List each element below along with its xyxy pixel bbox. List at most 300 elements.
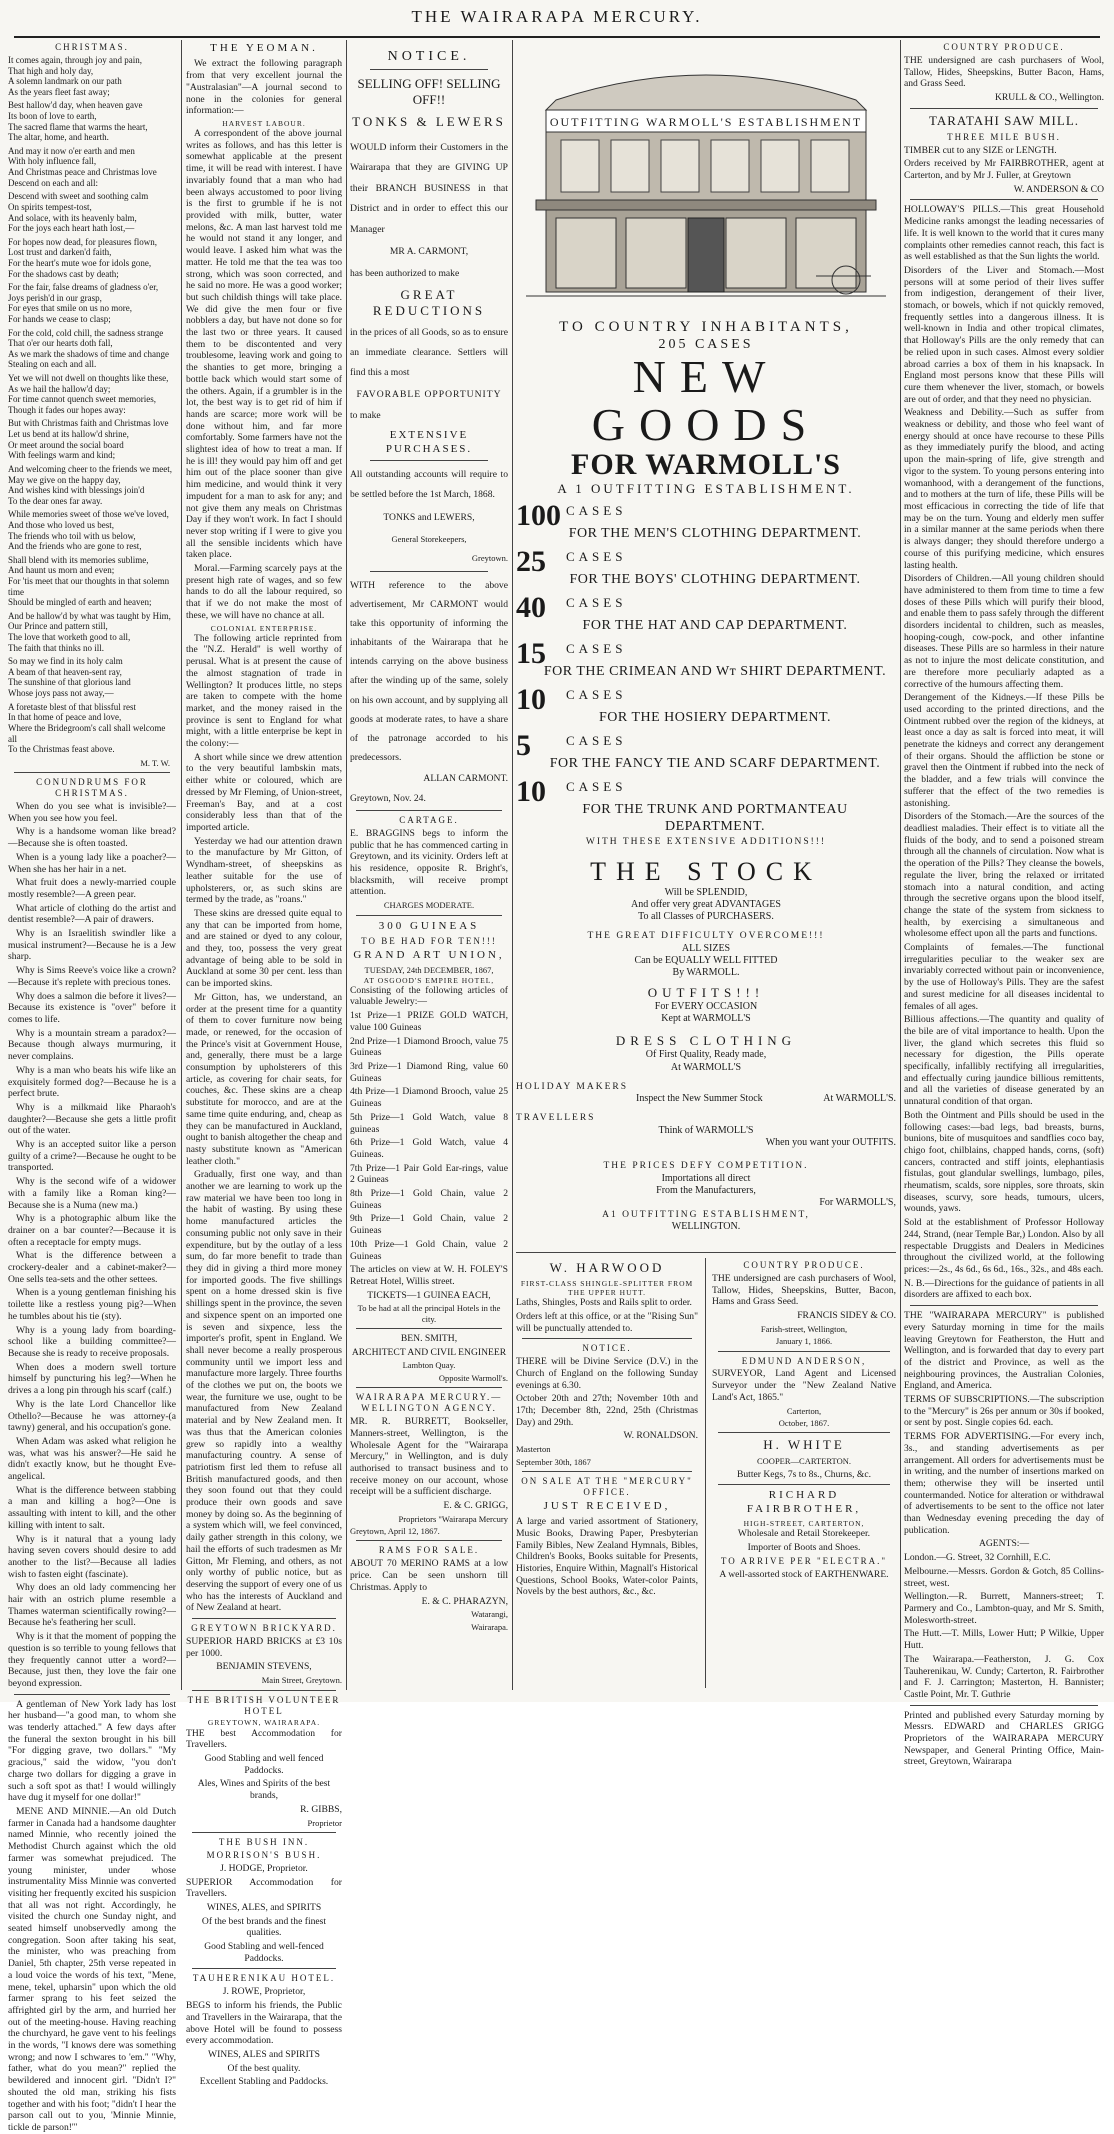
reductions-body: in the prices of all Goods, so as to ensure an immediate clearance. Settlers will find this a most — [350, 326, 508, 378]
anecdote: MENE AND MINNIE.—An old Dutch farmer in Canada had a handsome daughter named Minnie, who recently joined the Methodist Church against which the old farmer was somewhat prejudiced. The young minister, under whose instrumentality Miss Minnie was converted visiting her frequently excited his suspicion that all was not right. Accordingly, he visited the church one Sunday night, and seated himself unobservedly among the congregation. Soon after taking his seat, the minister, who was preaching from Daniel, 5th chapter, 25th verse repeated in a loud voice the words of his text, "Mene, mene, tekel, upharsin" upon which the old farmer sprang to his feet seized the affrighted girl by the arm, and hurried her out of the meeting-house. Having reaching the churchyard, he gave vent to his feelings in the words, "I knows dere was something wrong; and now I schwares to 'em." "Why, father, what do you mean?" replied the bewildered and innocent girl. "Didn't I?" shouted the old man, striking his fists together and with his foot; "didn't I hear the parson call out to you, 'Minnie Minnie, tickle de parson!'" — [8, 1806, 176, 2133]
conundrum: Why does an old lady commencing her hair with an ostrich plume resemble a Thames waterman scientifically rowing?—Because he's feathering her scull. — [8, 1582, 176, 1629]
harwood-body: Laths, Shingles, Posts and Rails split to order. — [516, 1297, 692, 1309]
poem-stanza: For the fair, false dreams of gladness o'er, Joys perish'd in our grasp, For eyes that smile on us no more, For hands we cease to clasp; — [8, 282, 159, 324]
think-of: Think of WARMOLL'S — [658, 1125, 754, 1137]
agent-item: The Wairarapa.—Featherston, J. G. Cox Tauherenikau, W. Cundy; Carterton, R. Fairbrother and F. J. Carrington; Masterton, H. Bannister; Castle Point, Mr. T. Guthrie — [904, 1653, 1104, 1700]
favorable-opportunity: FAVORABLE OPPORTUNITY — [356, 388, 502, 400]
subscription-terms: TERMS OF SUBSCRIPTIONS.—The subscription to the "Mercury" is 26s per annum or 30s if booked, or sent by post. Single copies 6d. each. — [904, 1394, 1104, 1429]
cases-word: CASES — [566, 502, 627, 518]
prize-item: 6th Prize—1 Gold Watch, value 4 Guineas. — [350, 1137, 508, 1160]
notice2-date: September 30th, 1867 — [516, 1456, 591, 1467]
additions: WITH THESE EXTENSIVE ADDITIONS!!! — [585, 836, 827, 847]
art-union-place: AT OSGOOD'S EMPIRE HOTEL, — [363, 975, 495, 985]
brickyard-address: Main Street, Greytown. — [261, 1675, 342, 1686]
poem-stanza: While memories sweet of those we've loved, And those who loved us best, The friends who toil with us below, And the friends who are gone to rest, — [8, 509, 169, 552]
notice2-body: THERE will be Divine Service (D.V.) in the Church of England on the following Sunday evenings at 6.30. — [516, 1356, 698, 1391]
ref-date: Greytown, Nov. 24. — [350, 792, 426, 804]
guineas-title: 300 GUINEAS — [378, 919, 480, 932]
hotel-body: THE best Accommodation for Travellers. — [186, 1727, 342, 1751]
kept-at: Kept at WARMOLL'S — [661, 1013, 751, 1025]
difficulty: THE GREAT DIFFICULTY OVERCOME!!! — [587, 931, 825, 942]
conundrum: What article of clothing do the artist and dentist resemble?—A pair of drawers. — [8, 902, 176, 926]
tauh-body4: Excellent Stabling and Paddocks. — [199, 2076, 329, 2088]
equally-fitted: Can be EQUALLY WELL FITTED — [634, 954, 778, 966]
conundrum: Why is a young lady from boarding-school like a building committee?—Because she is ready to receive proposals. — [8, 1324, 176, 1359]
poem-stanza: It comes again, through joy and pain, That high and holy day, A solemn landmark on our path As the years fleet fast away; — [8, 54, 142, 97]
poem-stanza: But with Christmas faith and Christmas love Let us bend at its hallow'd shrine, Or meet around the social board With feelings warm and kind; — [8, 418, 169, 461]
to-country-inhabitants: TO COUNTRY INHABITANTS, — [559, 318, 853, 335]
white-body: Butter Kegs, 7s to 8s., Churns, &c. — [736, 1468, 872, 1480]
article-paragraph: The following article reprinted from the "N.Z. Herald" is well worthy of perusal. What is at present the cause of the almost stagnation of trade in Wellington? It produces little, no steps are taken to compete with the home market, and the money raised in the province is sent to England for what might, with a little enterprise be kept in the colony:— — [186, 632, 342, 750]
bush-inn-ad — [186, 1837, 342, 1965]
article-paragraph: Yesterday we had our attention drawn to the manufacture by Mr Gitton, of Wyndham-street, of sheepskins as leather suitable for the use of upholsterers, or, as such skins are termed by the trade, as "roans." — [186, 835, 342, 906]
travellers: TRAVELLERS — [516, 1113, 596, 1124]
holiday-makers: HOLIDAY MAKERS — [516, 1081, 629, 1092]
notice2-body2: October 20th and 27th; November 10th and 17th; December 8th, 22nd, 25th (Christmas Day) and 29th. — [516, 1393, 698, 1428]
section-rule — [910, 1705, 1098, 1706]
holloway-paragraph: Billious affections.—The quantity and quality of the bile are of vital importance to health. Upon the liver, the gland which secretes this fluid so necessary for digestion, the Pills operate specifically, infallibly rectifying all irregularities, and effectually curing jaundice billious remittents, and all the varieties of disease generated by an unnatural condition of that organ. — [904, 1014, 1104, 1108]
ref-name: ALLAN CARMONT. — [423, 773, 508, 785]
section-rule — [522, 1471, 692, 1472]
conundrum: Why is it natural that a young lady having seven covers should desire to add another to the list?—Because all ladies wish to fasten eight (fascinate). — [8, 1533, 176, 1580]
article-paragraph: Mr Gitton, has, we understand, an order at the present time for a quantity of them to cover furniture now being made, or renewed, for the occasion of the Prince's visit at Government House, and, generally, there must be a large consumption by upholsterers of this article, as covering for chair seats, for couches, &c. These skins are a cheap substitute for morocco, and are at the same time quite enduring, and, cheap as they can be manufactured in Auckland, ought to banish altogether the cheap and nasty substitute known as "American leather cloth." — [186, 991, 342, 1167]
column-divider — [512, 40, 513, 1690]
prize-item: 10th Prize—1 Gold Chain, value 2 Guineas — [350, 1238, 508, 1262]
tickets-sub: To be had at all the principal Hotels in the city. — [357, 1303, 501, 1324]
harwood-sub: FIRST-CLASS SHINGLE-SPLITTER FROM THE UPPER HUTT. — [520, 1278, 694, 1297]
section-rule — [192, 1832, 336, 1833]
great-reductions: GREAT REDUCTIONS — [372, 286, 486, 318]
white-title: H. WHITE — [763, 1437, 845, 1453]
department-name: FOR THE MEN'S CLOTHING DEPARTMENT. — [568, 525, 862, 541]
importations: Importations all direct — [661, 1172, 751, 1184]
smith-name: BEN. SMITH, — [400, 1333, 458, 1345]
harwood-title: W. HARWOOD — [549, 1260, 665, 1275]
column-notices — [350, 40, 508, 1690]
conundrum: When does a modern swell torture himself by puncturing his leg?—When he drives a a long pin through his scarf (calf.) — [8, 1361, 176, 1397]
selling-off: SELLING OFF! SELLING OFF!! — [357, 76, 501, 107]
cases-word: CASES — [566, 640, 627, 656]
conundrum: What is the difference between stabbing a man and killing a hog?—One is assaulting with intent to kill, and the other killing with intent to salt. — [8, 1484, 176, 1531]
sawmill-sub: THREE MILE BUSH. — [947, 131, 1061, 142]
first-quality: Of First Quality, Ready made, — [645, 1049, 767, 1061]
accounts-note: All outstanding accounts will require to be settled before the 1st March, 1868. — [350, 469, 508, 501]
advertising-terms: TERMS FOR ADVERTISING.—For every inch, 3s., and standing advertisements as per arrangement. All orders for advertisements must be in writing, and the number of insertions marked on them; otherwise they will be inserted until countermanded. Notice for alteration or withdrawal of advertisements to be sent to the office not later than Wednesday evening preceding the day of publication. — [904, 1431, 1104, 1536]
department-item — [516, 728, 896, 777]
bush-inn-body3: Of the best brands and the finest qualities. — [201, 1915, 327, 1939]
authorized-text: has been authorized to make — [350, 267, 460, 279]
bush-inn-body4: Good Stabling and well-fenced Paddocks. — [204, 1941, 324, 1964]
tickets: TICKETS—1 GUINEA EACH, — [367, 1289, 491, 1301]
all-classes: To all Classes of PURCHASERS. — [638, 910, 774, 922]
christmas-poem — [8, 55, 176, 755]
section-rule — [910, 108, 1098, 109]
section-rule — [370, 460, 488, 461]
case-count: 205 CASES — [658, 337, 754, 352]
inspect-row — [516, 1093, 896, 1105]
manager-name: MR A. CARMONT, — [389, 246, 469, 258]
poem-stanza: For the cold, cold chill, the sadness strange That o'er our hearts doth fall, As we mark the shadows of time and change Stealing on each and all. — [8, 327, 169, 370]
section-rule — [370, 69, 488, 70]
fairbrother-role: Wholesale and Retail Storekeeper. — [737, 1528, 871, 1540]
shop-sign: OUTFITTING WARMOLL'S ESTABLISHMENT — [549, 115, 863, 129]
hotel-role: Proprietor — [307, 1817, 342, 1828]
anecdotes — [8, 1699, 176, 2134]
volunteer-hotel-ad — [186, 1695, 342, 1828]
department-item — [516, 544, 896, 593]
section-rule — [910, 199, 1098, 200]
conundrums-list — [8, 801, 176, 1690]
department-item — [516, 636, 896, 685]
conundrum: Why is a man who beats his wife like an exquisitely formed dog?—Because he is a perfect brute. — [8, 1064, 176, 1100]
department-name: FOR THE HOSIERY DEPARTMENT. — [598, 709, 832, 725]
hotel-proprietor: R. GIBBS, — [300, 1803, 342, 1815]
department-item — [516, 498, 896, 547]
conundrum: Why is an accepted suitor like a person guilty of a crime?—Because he ought to be transported. — [8, 1139, 176, 1174]
case-number: 100 — [516, 498, 561, 532]
colonial-enterprise-body — [186, 633, 342, 1614]
prize-list — [350, 1010, 508, 1262]
cases-word: CASES — [566, 686, 627, 702]
section-rule — [356, 810, 502, 811]
holloway-paragraph: Derangement of the Kidneys.—If these Pills be used according to the printed directions, and the Ointment rubbed over the region of the kidneys, at least once a day as salt is forced into meat, it will penetrate the kidneys and correct any derangement of their organs. Should the affliction be stone or gravel then the Ointment if rubbed into the neck of the bladder, and a few trials will convince the sufferer that the effect of the two remedies is astonishing. — [904, 692, 1104, 809]
art-union-view: The articles on view at W. H. FOLEY'S Retreat Hotel, Willis street. — [350, 1264, 508, 1287]
yeoman-intro: We extract the following paragraph from that very excellent journal the "Australasian"—A journal second to none in the colonies for general information:— — [186, 58, 342, 117]
poem-stanza: A foretaste blest of that blissful rest In that home of peace and love, Where the Bridegroom's call shall welcome all To the Christmas feast above. — [8, 701, 166, 755]
sawmill-body: TIMBER cut to any SIZE or LENGTH. — [904, 144, 1057, 156]
notice2-place: Masterton — [516, 1444, 551, 1455]
poem-stanza: Descend with sweet and soothing calm On spirits tempest-tost, And solace, with its heavenly balm, For the joys each heart hath lost,— — [8, 191, 149, 234]
agents-title: AGENTS:— — [978, 1538, 1030, 1550]
warmoll-advertisement — [516, 40, 896, 1250]
department-name: FOR THE FANCY TIE AND SCARF DEPARTMENT. — [549, 755, 881, 771]
notice2-title: NOTICE. — [582, 1343, 632, 1354]
conundrum: Why is Sims Reeve's voice like a crown?—Because it's replete with precious tones. — [8, 965, 176, 988]
section-rule — [370, 571, 488, 572]
arrive-title: TO ARRIVE PER "ELECTRA." — [720, 1555, 888, 1566]
department-name: FOR THE HAT AND CAP DEPARTMENT. — [582, 617, 848, 633]
holloway-paragraph: Disorders of Children.—All young children should have administered to them from time to time a few doses of these Pills which will purify their blood, and enable them to pass safely through the different disorders incidental to children, such as measles, hooping-cough, cow-pock, and other infantine diseases. These Pills are so harmless in their nature as not to injure the most delicate constitution, and are therefore more peculiarly adapted as a corrective of the humours affecting them. — [904, 573, 1104, 690]
department-name: FOR THE TRUNK AND PORTMANTEAU DEPARTMENT. — [582, 801, 848, 835]
tonks-lewers-title: TONKS & LEWERS — [352, 113, 506, 129]
arrive-body: A well-assorted stock of EARTHENWARE. — [719, 1568, 889, 1580]
splendid: Will be SPLENDID, — [664, 886, 748, 898]
agency-body: MR. R. BURRETT, Bookseller, Manners-street, Wellington, is the Wholesale Agent for the "Wairarapa Mercury," in Wellington, and is duly authorised to transact business and to receive money on our account, whose receipt will be a sufficient discharge. — [350, 1416, 508, 1498]
cartage-title: CARTAGE. — [399, 814, 459, 825]
cases-word: CASES — [566, 548, 627, 564]
extensive-purchases: EXTENSIVE PURCHASES. — [385, 429, 473, 455]
brickyard-name: BENJAMIN STEVENS, — [216, 1661, 312, 1673]
anderson-body: SURVEYOR, Land Agent and Licensed Surveyor under the "New Zealand Native Land's Act, 1865." — [712, 1368, 896, 1403]
printed-by: Printed and published every Saturday morning by Messrs. EDWARD and CHARLES GRIGG Proprietors of the WAIRARAPA MERCURY Newspaper, and General Printing Office, Main-street, Greytown, Wairarapa — [904, 1709, 1104, 1768]
rams-name: E. & C. PHARAZYN, — [421, 1595, 508, 1607]
conundrum: When is a young gentleman finishing his toilette like a restless young pig?—When he tumbles about his tie (sty). — [8, 1287, 176, 1322]
conundrum: Why is an Israelitish swindler like a musical instrument?—Because he is a Jew sharp. — [8, 928, 176, 963]
harvest-labour-body — [186, 128, 342, 622]
case-number: 40 — [516, 590, 546, 624]
anecdote: A gentleman of New York lady has lost her husband—"a good man, to whom she was tenderly attached." A few days after the funeral the sexton brought in his bill "For digging grave, two dollars." "My gracious," said the widow, "you don't charge two dollars for digging a grave in such a soft spot as that! I would willingly have dug it myself for one dollar!" — [8, 1698, 176, 1804]
section-rule — [356, 1540, 502, 1541]
produce-body: THE undersigned are cash purchasers of Wool, Tallow, Hides, Sheepskins, Butter Bacon, Hams, and Grass Seed. — [904, 54, 1104, 90]
conundrum: When do you see what is invisible?—When you see how you feel. — [8, 801, 176, 824]
colonial-enterprise-heading: COLONIAL ENTERPRISE. — [210, 623, 318, 633]
conundrum: Why is it that the moment of popping the question is so terrible to young fellows that they frequently cannot utter a word?—Because, just then, they love the fair one beyond expression. — [8, 1631, 176, 1689]
produce2-name: FRANCIS SIDEY & CO. — [797, 1310, 896, 1322]
section-rule — [718, 1484, 890, 1485]
on-sale: ON SALE AT THE "MERCURY" OFFICE. — [521, 1475, 693, 1497]
department-name: FOR THE CRIMEAN AND Wт SHIRT DEPARTMENT. — [543, 663, 887, 679]
prize-item: 4th Prize—1 Diamond Brooch, value 25 Guineas — [350, 1086, 508, 1110]
column-christmas — [8, 40, 176, 2133]
cases-word: CASES — [566, 778, 627, 794]
produce2-body: THE undersigned are cash purchasers of Wool, Tallow, Hides, Sheepskins, Butter, Bacon, Hams and Grass Seed. — [712, 1272, 896, 1308]
dress-clothing: DRESS CLOTHING — [615, 1033, 797, 1049]
for-warmolls-2: For WARMOLL'S, — [819, 1197, 896, 1209]
conundrum: When Adam was asked what religion he was, what was his answer?—He said he didn't exactly know, but he thought Eve-angelical. — [8, 1435, 176, 1483]
fairbrother-title: RICHARD FAIRBROTHER, — [746, 1489, 862, 1515]
article-paragraph: Gradually, first one way, and than another we are learning to work up the raw material we have been too long in the habit of wasting. By using these home manufactured articles the consuming public not only save in their expenditure, but by the outlay of a less sum, do far more benefit to trade than they did in giving a third more money for imported goods. The five shillings spent on a home dressed skin is five shillings spent in the province, the seven and sixpence spent on an imported one is seven and sixpence, less the importer's profit, spent in England. We shall never become a really prosperous community until we import less and manufacture more largely. Three fourths of the clothes we put on, the boots we wear, the furniture we use, ought to be manufactured from New Zealand material and by New Zealand men. It was thus that the American colonies grew so rapidly into a wealthy manufacturing country. A sense of patriotism first led them to refuse all British manufactured goods, and then they soon found out that they could produce their own goods and save money by doing so. As the beginning of a system which will, we feel convinced, daily gather strength in this colony, we hail the efforts of such tradesmen as Mr Gitton, Mr Fleming, and others, as not only worthy of public notice, but as deserving the support of every one of us who has the interests of Auckland and of New Zealand at heart. — [186, 1169, 342, 1614]
produce2-title: COUNTRY PRODUCE. — [743, 1260, 865, 1270]
the-stock: THE STOCK — [590, 856, 822, 886]
a1-establishment: A1 OUTFITTING ESTABLISHMENT, — [602, 1209, 810, 1220]
agency-date: Greytown, April 12, 1867. — [350, 1526, 440, 1537]
smith-opposite: Opposite Warmoll's. — [438, 1372, 508, 1383]
holloway-paragraph: Complaints of females.—The functional irregularities peculiar to the weaker sex are invariably corrected without pain or inconvenience, by the use of Holloway's Pills. They are the safest and surest medicine for all diseases incidental to females of all ages. — [904, 942, 1104, 1012]
conundrum: Why does a salmon die before it lives?—Because its existence is "over" before it comes to life. — [8, 990, 176, 1025]
agency-role: Proprietors "Wairarapa Mercury — [398, 1513, 508, 1524]
tl-place: Greytown. — [471, 552, 508, 563]
mercury-notice: THE "WAIRARAPA MERCURY" is published every Saturday morning in time for the mails leaving Greytown for Featherston, the Hutt and Wellington, and is forwarded that day to every part of the district and Province, as well as the neighbouring provinces, the Australian Colonies, England, and America. — [904, 1310, 1104, 1392]
rams-body: ABOUT 70 MERINO RAMS at a low price. Can be seen unshorn till Christmas. Apply to — [350, 1558, 508, 1593]
conundrum: What fruit does a newly-married couple mostly resemble?—A green pear. — [8, 877, 176, 900]
tonks-body: WOULD inform their Customers in the Wairarapa that they are GIVING UP their BRANCH BUSINESS in that District and in order to effect this our Manager — [350, 141, 508, 235]
outfitting-establishment: A 1 OUTFITTING ESTABLISHMENT. — [557, 481, 855, 497]
tauherenikau-hotel-ad — [186, 1973, 342, 2088]
shop-illustration — [516, 40, 896, 308]
tauh-body: BEGS to inform his friends, the Public and Travellers in the Wairarapa, that the above Hotel will be found to possess every accommodation. — [186, 2000, 342, 2047]
conundrum: Why is a milkmaid like Pharaoh's daughter?—Because she gets a little profit out of the water. — [8, 1101, 176, 1137]
column-divider — [181, 40, 182, 1690]
section-rule — [522, 1338, 692, 1339]
produce-title: COUNTRY PRODUCE. — [943, 42, 1065, 52]
fairbrother-imp: Importer of Boots and Shoes. — [747, 1541, 861, 1553]
section-rule — [14, 1694, 170, 1695]
prize-item: 1st Prize—1 PRIZE GOLD WATCH, value 100 Guineas — [350, 1010, 508, 1033]
poem-stanza: Best hallow'd day, when heaven gave Its boon of love to earth, The sacred flame that warms the heart, The altar, home, and hearth. — [8, 100, 148, 143]
bush-inn-body2: WINES, ALES, and SPIRITS — [206, 1901, 322, 1913]
article-paragraph: A short while since we drew attention to the very beautiful lambskin mats, either white or coloured, which are dressed by Mr Fleming, of Union-street, Freeman's Bay, and at a cost considerably less than that of the imported article. — [186, 751, 342, 833]
from-manufacturers: From the Manufacturers, — [656, 1185, 756, 1197]
hotel-title: THE BRITISH VOLUNTEER HOTEL — [187, 1694, 341, 1716]
hotel-subtitle: GREYTOWN, WAIRARAPA. — [207, 1718, 321, 1728]
brickyard-body: SUPERIOR HARD BRICKS at £3 10s per 1000. — [186, 1636, 342, 1659]
tl-name: TONKS and LEWERS, — [383, 512, 475, 524]
prize-item: 8th Prize—1 Gold Chain, value 2 Guineas — [350, 1188, 508, 1211]
holloway-paragraph: Sold at the establishment of Professor Holloway 244, Strand, (near Temple Bar,) London. Also by all respectable Druggists and Dealers in Medicines throughout the civilized world, at the following prices:—2s., 4s 6d., 6s 6d., 16s., 32s., and 48s each. — [904, 1217, 1104, 1275]
prize-item: 9th Prize—1 Gold Chain, value 2 Guineas — [350, 1213, 508, 1237]
poem-signature: M. T. W. — [140, 757, 170, 768]
harvest-labour-heading: HARVEST LABOUR. — [222, 118, 306, 128]
bush-inn-proprietor: J. HODGE, Proprietor. — [220, 1862, 308, 1874]
advantages: And offer very great ADVANTAGES — [631, 898, 781, 910]
at-warmolls: At WARMOLL'S — [670, 1061, 742, 1073]
brickyard-title: GREYTOWN BRICKYARD. — [191, 1623, 337, 1634]
by-warmoll: By WARMOLL. — [672, 967, 740, 979]
column-holloway — [904, 40, 1104, 1768]
conundrum: What is the difference between a crockery-dealer and a cabinet-maker?—One sells tea-sets and the other settees. — [8, 1250, 176, 1285]
column-produce — [712, 1258, 896, 1688]
agent-item: Melbourne.—Messrs. Gordon & Gotch, 85 Collins-street, west. — [904, 1565, 1104, 1589]
guineas-sub: TO BE HAD FOR TEN!!! — [361, 935, 497, 946]
bush-inn-subtitle: MORRISON'S BUSH. — [206, 1849, 322, 1860]
section-rule — [718, 1351, 890, 1352]
prize-item: 3rd Prize—1 Diamond Ring, value 60 Guineas — [350, 1061, 508, 1084]
agent-item: London.—G. Street, 32 Cornhill, E.C. — [904, 1552, 1051, 1564]
for-warmolls: FOR WARMOLL'S — [571, 448, 841, 482]
holloway-paragraph: HOLLOWAY'S PILLS.—This great Household Medicine ranks amongst the leading necessaries of life. It is well known to the world that it cures many complaints other remedies cannot reach, this fact is as well established as that the Sun lights the world. — [904, 204, 1104, 263]
column-yeoman — [186, 40, 342, 2088]
cases-word: CASES — [566, 732, 627, 748]
rams-title: RAMS FOR SALE. — [378, 1545, 480, 1556]
department-item — [516, 774, 896, 835]
hotel-body2: Good Stabling and well fenced Paddocks. — [204, 1753, 324, 1776]
agency-title: WAIRARAPA MERCURY.—WELLINGTON AGENCY. — [355, 1392, 503, 1414]
holloway-paragraph: Disorders of the Stomach.—Are the sources of the deadliest maladies. Their effect is to vitiate all the fluids of the body, and to send a poisoned stream through all the channels of circulation. Now what is the operation of the Pills? They cleanse the bowels, regulate the liver, bring the relaxed or irritated stomach into a natural condition, and acting through the secretive organs upon the blood itself, change the state of the system from sickness to health, by exercising a simultaneous and wholesome effect upon all the parts and functions. — [904, 811, 1104, 940]
when-outfits: When you want your OUTFITS. — [765, 1137, 896, 1149]
wellington: WELLINGTON. — [671, 1221, 741, 1233]
section-rule — [192, 1690, 336, 1691]
just-received: JUST RECEIVED, — [543, 1499, 671, 1512]
section-rule — [356, 1328, 502, 1329]
poem-stanza: So may we find in its holy calm A beam of that heaven-sent ray, The sunshine of that glorious land Whose joys pass not away,— — [8, 656, 131, 699]
yeoman-title: THE YEOMAN. — [210, 42, 318, 54]
holloway-paragraph: Weakness and Debility.—Such as suffer from weakness or debility, and those who feel want of energy should at once have recourse to these Pills as they immediately purify the blood, and acting upon the main-spring of life, give strength and vigor to the system. To young persons entering into womanhood, with a derangement of the functions, and to mothers at the turn of life, these Pills will be most efficacious in correcting the tide of life that may be on the turn. Young and elderly men suffer in a similar manner at the same periods when there is always danger; they should therefore undergo a course of this purifying medicine, which ensures lasting health. — [904, 407, 1104, 571]
hotel-body3: Ales, Wines and Spirits of the best brands, — [197, 1778, 331, 1802]
section-rule — [516, 1252, 896, 1253]
at-warmolls-2: At WARMOLL'S. — [823, 1093, 896, 1105]
case-number: 15 — [516, 636, 546, 670]
anderson-place: Carterton, — [786, 1405, 822, 1416]
article-paragraph: Moral.—Farming scarcely pays at the present high rate of wages, and so few hands to do all the labour required, so that if we do not make the most of these, we will have no chance at all. — [186, 563, 342, 621]
section-rule — [910, 1305, 1098, 1306]
sawmill-title: TARATAHI SAW MILL. — [928, 112, 1080, 128]
section-rule — [718, 1432, 890, 1433]
department-item — [516, 590, 896, 639]
outfits: OUTFITS!!! — [647, 985, 765, 1001]
tl-role: General Storekeepers, — [391, 533, 467, 544]
case-number: 10 — [516, 774, 546, 808]
notice-title: NOTICE. — [387, 49, 471, 64]
newspaper-title: THE WAIRARAPA MERCURY. — [411, 7, 703, 26]
every-occasion: For EVERY OCCASION — [654, 1001, 758, 1013]
bush-inn-title: THE BUSH INN. — [218, 1836, 310, 1847]
section-rule — [356, 1387, 502, 1388]
rams-place: Watarangi, — [471, 1609, 508, 1620]
case-number: 5 — [516, 728, 531, 762]
section-rule — [192, 1618, 336, 1619]
poem-title: CHRISTMAS. — [55, 42, 129, 52]
poem-stanza: For hopes now dead, for pleasures flown, Lost trust and darken'd faith, For the heart's mute woe for idols gone, For the shadows cast by death; — [8, 236, 157, 279]
tauh-body2: WINES, ALES and SPIRITS — [208, 2048, 320, 2060]
rams-place2: Wairarapa. — [471, 1621, 508, 1632]
received-body: A large and varied assortment of Stationery, Music Books, Drawing Paper, Presbyterian Family Bibles, New Zealand Hymnals, Bibles, Children's Books, Books suitable for Presents, Histories, Enquire Within, Magnall's Historical Questions, School Books, Water-color Paints, Novels by the best authors, &c., &c. — [516, 1516, 698, 1598]
article-paragraph: A correspondent of the above journal writes as follows, and has this letter is somewhat applicable at the present time, it will be read with interest. I have invariably found that a man who had been always accustomed to poor living is the first to grumble if he is not provided with milk, butter, water melons, &c. A man last harvest told me he would not stand it any longer, and would leave. I asked him what was the matter. He told me that the tea was too strong, which was soon corrected, and he said no more. He was a good worker; but such childish things will take place. We did give the men four or five nobblers a day, but have not done so for the last two or three years. It caused them to be discontented and very troublesome, leaving work and going to the shanties to get more, bringing a bottle back which would start some of the others. Again, if a grumbler is in the lot, the best way is to get rid of him if hands are scarce; more work will be done without him, and far more comfortably. Some farmers have not the slightest idea of how to treat a man. If he is ill! they would pay him off and get him out of the place sooner than give him medicine, and would think it very impudent for a man to ask for any; and not give them any meals on Christmas Day if they won't work. In fact I should never stop writing if I were to give you all the sensible incidents which have taken place. — [186, 128, 342, 561]
agent-item: The Hutt.—T. Mills, Lower Hutt; P Wilkie, Upper Hutt. — [904, 1628, 1104, 1652]
tauh-body3: Of the best quality. — [227, 2062, 301, 2074]
reference-body: WITH reference to the above advertisement, Mr CARMONT would take this opportunity of informing the inhabitants of the Wairarapa that he intends carrying on the above business after the winding up of the same, solely on his own account, and by supplying all goods at moderate rates, to have a share of the patronage accorded to his predecessors. — [350, 579, 508, 764]
case-number: 10 — [516, 682, 546, 716]
sawmill-name: W. ANDERSON & CO — [1013, 183, 1104, 195]
white-role: COOPER—CARTERTON. — [757, 1456, 851, 1467]
cartage-body: E. BRAGGINS begs to inform the public that he has commenced carting in Greytown, and its vicinity. Orders left at his residence, opposite R. Bright's, blacksmith, will receive prompt attention. — [350, 827, 508, 898]
column-divider — [900, 40, 901, 1690]
prize-item: 5th Prize—1 Gold Watch, value 8 guineas — [350, 1111, 508, 1135]
conundrum: Why is the second wife of a widower with a family like a Roman king?—Because she is a Numa (new ma.) — [8, 1176, 176, 1211]
all-sizes: ALL SIZES — [681, 942, 731, 954]
conundrum: When is a young lady like a poacher?—When she has her hair in a net. — [8, 851, 176, 875]
new-goods: NEW GOODS — [591, 351, 821, 451]
conundrum: Why is a photographic album like the drainer on a bar counter?—Because it is often a receptacle for empty mugs. — [8, 1213, 176, 1248]
produce2-place: Farish-street, Wellington, — [760, 1323, 848, 1334]
agency-name: E. & C. GRIGG, — [443, 1500, 508, 1512]
case-number: 25 — [516, 544, 546, 578]
poem-stanza: Shall blend with its memories sublime, And haunt us morn and even; For 'tis meet that our thoughts in that solemn time Should be mingled of earth and heaven; — [8, 554, 170, 608]
agents-list — [904, 1552, 1104, 1700]
conundrum: Why is a mountain stream a paradox?—Because though always murmuring, it never complains. — [8, 1027, 176, 1063]
conundrums-title: CONUNDRUMS FOR CHRISTMAS. — [36, 777, 148, 799]
cartage-charges: CHARGES MODERATE. — [383, 900, 475, 911]
poem-stanza: And welcoming cheer to the friends we meet, May we give on the happy day, And wishes kind with blessings join'd To the dear ones far away. — [8, 463, 172, 506]
poem-stanza: And may it now o'er earth and men With holy influence fall, And Christmas peace and Christmas love Descend on each and all: — [8, 145, 157, 188]
smith-role: ARCHITECT AND CIVIL ENGINEER — [351, 1346, 507, 1358]
department-list — [516, 498, 896, 835]
department-item — [516, 682, 896, 731]
article-paragraph: These skins are dressed quite equal to any that can be imported from home, and are stained or dyed to any colour, and they, too, possess the very great advantage of being able to be sold in Auckland at some 30 per cent. less than can be imported skins. — [186, 907, 342, 990]
agent-item: Wellington.—R. Burrett, Manners-street; T. Parmery and Co., Lambton-quay, and Mr S. Smith, Molesworth-street. — [904, 1591, 1104, 1626]
harwood-body2: Orders left at this office, or at the "Rising Sun" will be punctually attended to. — [516, 1310, 698, 1334]
tauh-title: TAUHERENIKAU HOTEL. — [192, 1973, 336, 1984]
inspect-stock: Inspect the New Summer Stock — [636, 1093, 763, 1105]
notice2-name: W. RONALDSON. — [623, 1430, 698, 1442]
prize-item: 2nd Prize—1 Diamond Brooch, value 75 Guineas — [350, 1035, 508, 1059]
holloway-paragraph: Both the Ointment and Pills should be used in the following cases:—bad legs, bad breasts, burns, bunions, bite of musquitoes and sandflies coco bay, chigo foot, chilblains, chapped hands, corns, (soft) cancers, contracted and stiff joints, elephantiasis fistulas, gout glandular swellings, lumbago, piles, rheumatism, scalds, sore nipples, sore throats, skin diseases, scurvy, sore heads, tumours, ulcers, wounds, yaws. — [904, 1109, 1104, 1215]
prize-item: 7th Prize—1 Pair Gold Ear-rings, value 2 Guineas — [350, 1162, 508, 1186]
holloway-paragraph: N. B.—Directions for the guidance of patients in all disorders are affixed to each box. — [904, 1277, 1104, 1301]
art-union-date: TUESDAY, 24th DECEMBER, 1867, — [364, 965, 494, 976]
column-harwood — [516, 1258, 698, 1688]
produce2-date: January 1, 1866. — [775, 1336, 833, 1347]
cases-word: CASES — [566, 594, 627, 610]
department-name: FOR THE BOYS' CLOTHING DEPARTMENT. — [569, 571, 861, 587]
masthead-rule — [14, 36, 1100, 38]
holloway-pills-ad — [904, 204, 1104, 1301]
smith-place: Lambton Quay. — [402, 1360, 456, 1371]
section-rule — [356, 915, 502, 916]
tauh-proprietor: J. ROWE, Proprietor, — [222, 1986, 306, 1998]
brickyard-ad — [186, 1623, 342, 1685]
conundrum: Why is the late Lord Chancellor like Othello?—Because he was attorney-(a tawny) general, and his occupation's gone. — [8, 1398, 176, 1434]
art-union-title: GRAND ART UNION, — [353, 948, 505, 961]
to-make: to make — [350, 410, 381, 422]
art-union-consisting: Consisting of the following articles of valuable Jewelry:— — [350, 984, 508, 1008]
anderson-date: October, 1867. — [778, 1417, 830, 1428]
column-divider — [705, 1258, 706, 1688]
anderson-title: EDMUND ANDERSON, — [741, 1355, 867, 1366]
poem-stanza: Yet we will not dwell on thoughts like these, As we hail the hallow'd day; For time cannot quench sweet memories, Though it fades our hopes away: — [8, 373, 169, 415]
prices-defy: THE PRICES DEFY COMPETITION. — [603, 1161, 809, 1172]
sawmill-orders: Orders received by Mr FAIRBROTHER, agent at Carterton, and by Mr J. Fuller, at Greytown — [904, 158, 1104, 182]
section-rule — [14, 772, 170, 773]
